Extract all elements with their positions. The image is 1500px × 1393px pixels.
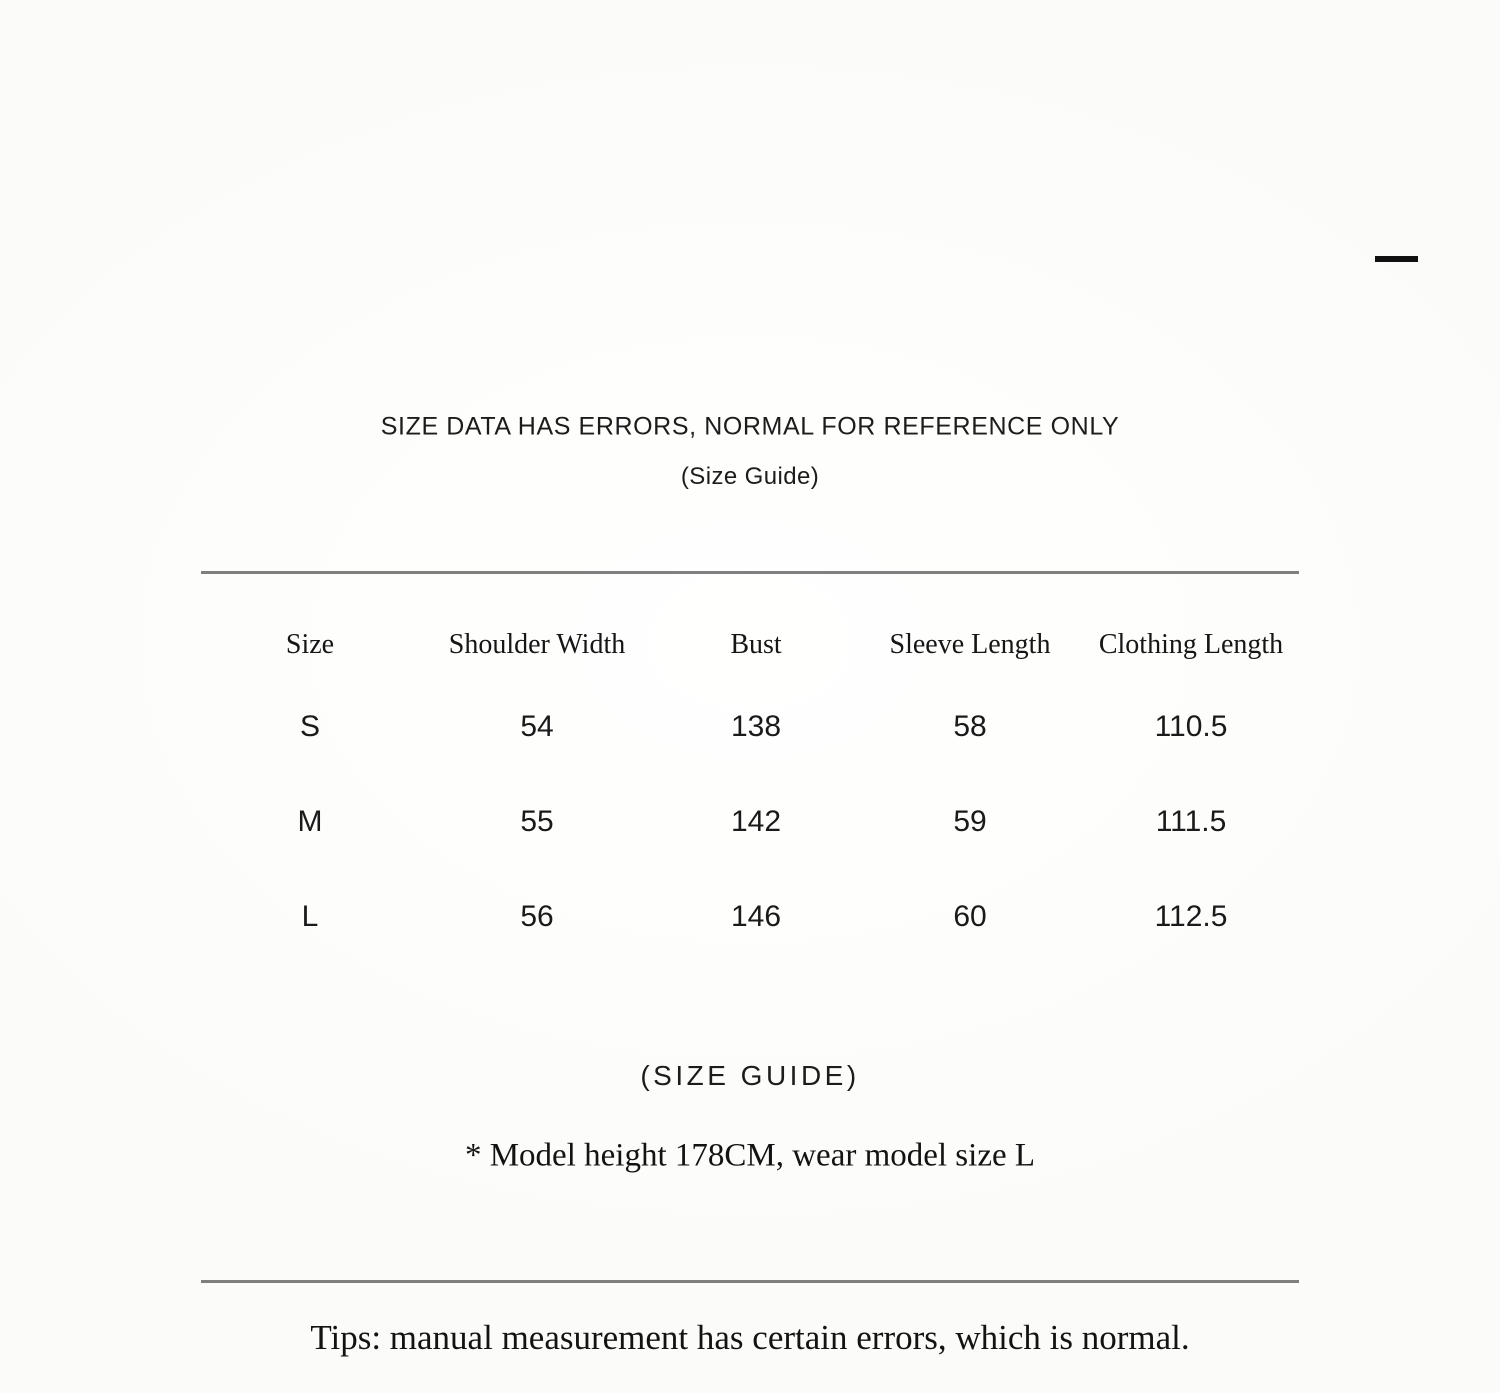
cell-shoulder-width: 55 bbox=[520, 805, 554, 838]
cell-clothing-length: 110.5 bbox=[1154, 710, 1228, 743]
cell-clothing-length: 111.5 bbox=[1155, 805, 1227, 838]
column-header-shoulder-width: Shoulder Width bbox=[448, 629, 626, 660]
page-subtitle: (Size Guide) bbox=[680, 463, 820, 490]
cell-size: S bbox=[299, 710, 320, 743]
cell-size: M bbox=[297, 805, 323, 838]
table-header-row bbox=[200, 629, 1300, 661]
size-table bbox=[200, 0, 1300, 1393]
column-header-size: Size bbox=[285, 629, 335, 660]
dash-icon bbox=[1375, 256, 1418, 262]
cell-sleeve-length: 60 bbox=[953, 900, 987, 933]
model-height-note: * Model height 178CM, wear model size L bbox=[464, 1137, 1036, 1174]
bottom-divider bbox=[201, 1280, 1299, 1283]
table-row bbox=[200, 805, 1300, 839]
cell-bust: 138 bbox=[730, 710, 782, 743]
table-row bbox=[200, 900, 1300, 934]
table-row bbox=[200, 710, 1300, 744]
page-title: SIZE DATA HAS ERRORS, NORMAL FOR REFERENCE ONLY bbox=[380, 412, 1120, 441]
cell-sleeve-length: 59 bbox=[953, 805, 987, 838]
cell-sleeve-length: 58 bbox=[953, 710, 987, 743]
cell-clothing-length: 112.5 bbox=[1154, 900, 1228, 933]
cell-size: L bbox=[301, 900, 319, 933]
cell-bust: 146 bbox=[730, 900, 782, 933]
column-header-bust: Bust bbox=[730, 629, 782, 660]
tips-note: Tips: manual measurement has certain errors, which is normal. bbox=[310, 1318, 1190, 1357]
column-header-clothing-length: Clothing Length bbox=[1098, 629, 1284, 660]
size-guide-label: (SIZE GUIDE) bbox=[640, 1060, 860, 1091]
cell-shoulder-width: 56 bbox=[520, 900, 554, 933]
cell-shoulder-width: 54 bbox=[520, 710, 554, 743]
cell-bust: 142 bbox=[730, 805, 782, 838]
column-header-sleeve-length: Sleeve Length bbox=[889, 629, 1051, 660]
